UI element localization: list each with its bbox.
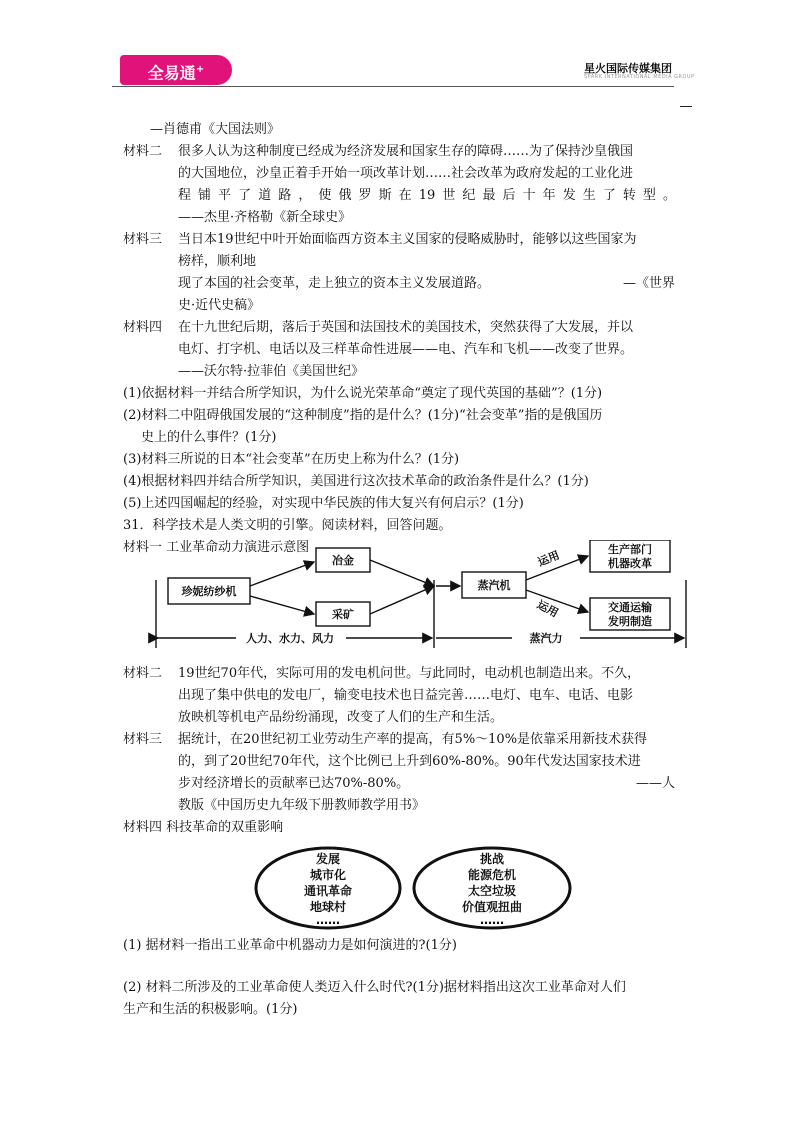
material-label: 材料三 <box>123 732 163 747</box>
arrow-label-apply: 运用 <box>534 598 561 620</box>
source-line: 史·近代史稿》 <box>178 298 261 313</box>
question: (3)材料三所说的日本“社会变革”在历史上称为什么？(1分) <box>123 452 460 467</box>
source-line: ——杰里·齐格勒《新全球史》 <box>178 210 352 225</box>
brand-subtitle: SPARK INTERNATIONAL MEDIA GROUP <box>584 74 695 80</box>
question: (4)根据材料四并结合所学知识，美国进行这次技术革命的政治条件是什么？(1分) <box>123 474 589 489</box>
material-text: 据统计，在20世纪初工业劳动生产率的提高，有5%～10%是依靠采用新技术获得 <box>178 732 648 747</box>
source-line: —肖德甫《大国法则》 <box>150 122 281 137</box>
source-line: —《世界 <box>623 276 676 291</box>
question: (2) 材料二所涉及的工业革命使人类迈入什么时代?(1分)据材料指出这次工业革命对人们 <box>123 980 626 995</box>
question-heading: 31．科学技术是人类文明的引擎。阅读材料，回答问题。 <box>123 518 452 533</box>
ellipse-item: 挑战 <box>479 852 505 866</box>
ellipse-item: 太空垃圾 <box>467 884 517 898</box>
margin-dash <box>680 106 692 107</box>
question: (2)材料二中阻碍俄国发展的“这种制度”指的是什么？(1分)“社会变革”指的是俄国历 <box>123 408 603 423</box>
material-text: 放映机等机电产品纷纷涌现，改变了人们的生产和生活。 <box>178 710 504 725</box>
question: (1) 据材料一指出工业革命中机器动力是如何演进的?(1分) <box>123 938 457 953</box>
material-text: 在十九世纪后期，落后于英国和法国技术的美国技术，突然获得了大发展，并以 <box>178 320 634 335</box>
material-text: 步对经济增长的贡献率已达70%-80%。 <box>178 776 410 791</box>
industrial-revolution-flow-diagram <box>140 540 700 652</box>
logo: 全易通+ <box>120 55 232 85</box>
node-production: 生产部门 <box>608 543 652 556</box>
material-label: 材料二 <box>123 144 163 159</box>
question: 史上的什么事件？(1分) <box>141 430 277 445</box>
question: (1)依据材料一并结合所学知识，为什么说光荣革命“奠定了现代英国的基础”？(1分) <box>123 386 603 401</box>
material-text: 当日本19世纪中叶开始面临西方资本主义国家的侵略威胁时，能够以这些国家为 <box>178 232 637 247</box>
node-production: 机器改革 <box>608 557 652 570</box>
ellipse-item: 价值观扭曲 <box>461 900 523 914</box>
span-label: 蒸汽力 <box>529 632 563 645</box>
material-label: 材料三 <box>123 232 163 247</box>
source-line: ——人 <box>636 776 676 791</box>
dual-impact-diagram <box>250 842 580 938</box>
material-text: 榜样，顺利地 <box>178 254 257 269</box>
material-text: 的，到了20世纪70年代，这个比例已上升到60%-80%。90年代发达国家技术进 <box>178 754 641 769</box>
ellipse-item: 地球村 <box>309 900 347 914</box>
source-line: ——沃尔特·拉菲伯《美国世纪》 <box>178 364 365 379</box>
ellipse-item: …… <box>316 913 340 927</box>
material-text: 程铺平了道路，使俄罗斯在19世纪最后十年发生了转型。 <box>178 188 676 203</box>
node-metallurgy: 冶金 <box>332 554 354 567</box>
material-caption: 材料四 科技革命的双重影响 <box>123 820 284 835</box>
material-text: 现了本国的社会变革，走上独立的资本主义发展道路。 <box>178 276 491 291</box>
material-text: 出现了集中供电的发电厂，输变电技术也日益完善……电灯、电车、电话、电影 <box>178 688 634 703</box>
node-mining: 采矿 <box>332 608 354 621</box>
material-text: 很多人认为这种制度已经成为经济发展和国家生存的障碍……为了保持沙皇俄国 <box>178 144 634 159</box>
material-text: 19世纪70年代，实际可用的发电机问世。与此同时，电动机也制造出来。不久， <box>178 666 641 681</box>
brand-name: 星火国际传媒集团 <box>584 62 672 75</box>
arrow-label-apply: 运用 <box>536 548 562 569</box>
source-line: 教版《中国历史九年级下册教师教学用书》 <box>178 798 426 813</box>
node-spinning-jenny: 珍妮纺纱机 <box>181 585 237 598</box>
material-text: 电灯、打字机、电话以及三样革命性进展——电、汽车和飞机——改变了世界。 <box>178 342 634 357</box>
node-steam-engine: 蒸汽机 <box>477 579 511 592</box>
node-transport: 交通运输 <box>608 601 652 614</box>
ellipse-item: …… <box>480 913 504 927</box>
question: 生产和生活的积极影响。(1分) <box>123 1002 298 1017</box>
material-text: 的大国地位，沙皇正着手开始一项改革计划……社会改革为政府发起的工业化进 <box>178 166 634 181</box>
ellipse-item: 城市化 <box>309 868 347 882</box>
ellipse-item: 能源危机 <box>467 868 517 882</box>
material-label: 材料四 <box>123 320 163 335</box>
header-divider <box>112 86 674 87</box>
node-transport: 发明制造 <box>608 615 652 628</box>
ellipse-item: 发展 <box>315 852 341 866</box>
material-caption: 材料一 工业革命动力演进示意图 <box>123 540 310 555</box>
material-label: 材料二 <box>123 666 163 681</box>
ellipse-item: 通讯革命 <box>303 884 353 898</box>
question: (5)上述四国崛起的经验，对实现中华民族的伟大复兴有何启示？(1分) <box>123 496 524 511</box>
span-label: 人力、水力、风力 <box>246 632 334 645</box>
